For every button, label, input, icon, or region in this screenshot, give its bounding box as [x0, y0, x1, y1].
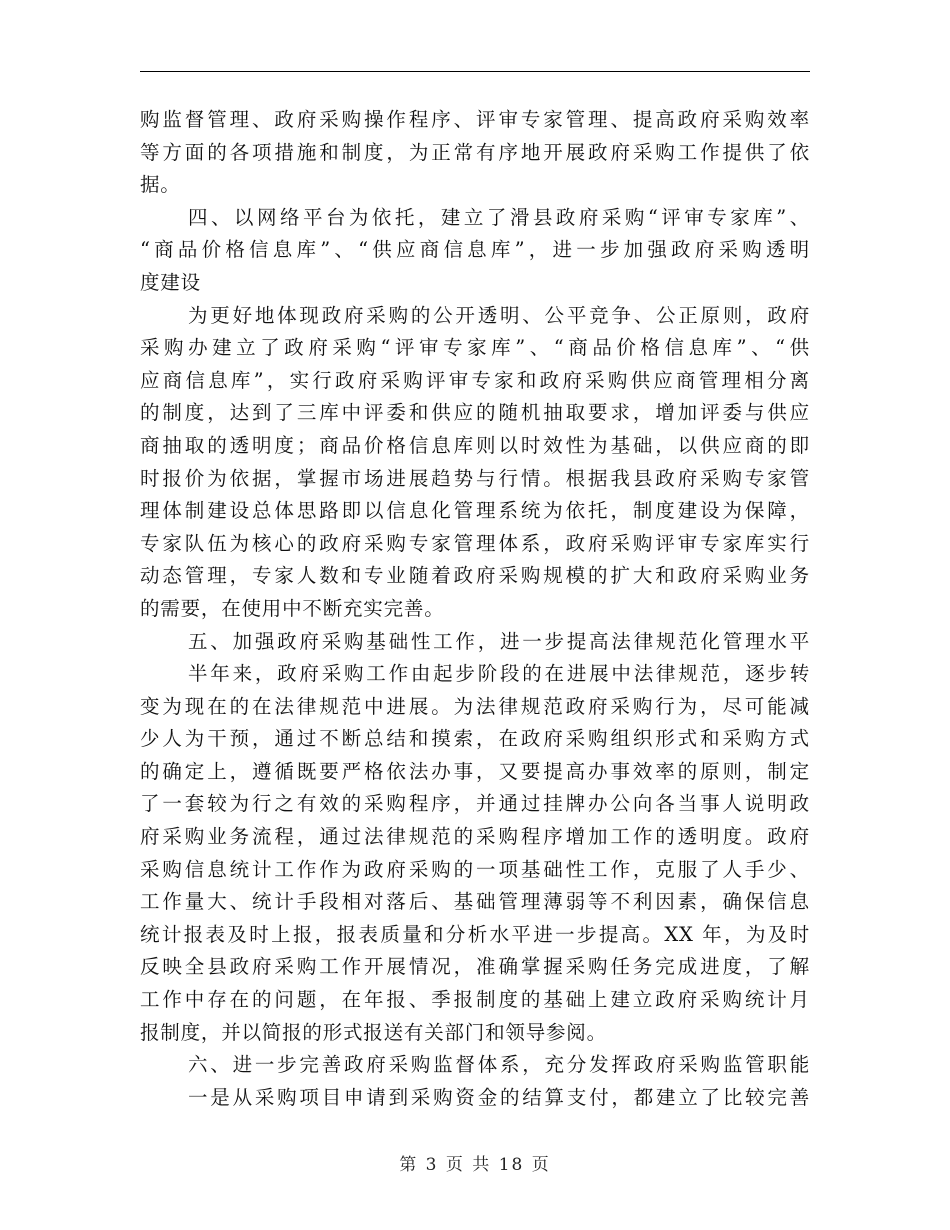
text-line: 专家队伍为核心的政府采购专家管理体系，政府采购评审专家库实行 [140, 531, 810, 555]
text-line: 反映全县政府采购工作开展情况，准确掌握采购任务完成进度，了解 [140, 955, 810, 979]
text-line: 时报价为依据，掌握市场进展趋势与行情。根据我县政府采购专家管 [140, 466, 810, 490]
document-body [140, 104, 810, 1114]
text-line: 据。 [140, 173, 181, 197]
text-line: 动态管理，专家人数和专业随着政府采购规模的扩大和政府采购业务 [140, 564, 810, 588]
header-rule [140, 71, 810, 72]
text-line: 购监督管理、政府采购操作程序、评审专家管理、提高政府采购效率 [140, 108, 810, 131]
text-line: 府采购业务流程，通过法律规范的采购程序增加工作的透明度。政府 [140, 825, 810, 849]
text-line: 为更好地体现政府采购的公开透明、公平竞争、公正原则，政府 [188, 303, 810, 327]
text-line: 变为现在的在法律规范中进展。为法律规范政府采购行为，尽可能减 [140, 694, 810, 718]
text-line: 的确定上，遵循既要严格依法办事，又要提高办事效率的原则，制定 [140, 759, 810, 783]
text-line: 报制度，并以简报的形式报送有关部门和领导参阅。 [140, 1020, 607, 1044]
text-line: 等方面的各项措施和制度，为正常有序地开展政府采购工作提供了依 [140, 140, 810, 164]
text-line: 五、加强政府采购基础性工作，进一步提高法律规范化管理水平 [188, 629, 810, 653]
text-line: 半年来，政府采购工作由起步阶段的在进展中法律规范，逐步转 [188, 662, 810, 686]
text-line: 的需要，在使用中不断充实完善。 [140, 596, 445, 620]
text-line: 少人为干预，通过不断总结和摸索，在政府采购组织形式和采购方式 [140, 727, 810, 751]
text-line: 度建设 [140, 270, 201, 294]
text-line: 一是从采购项目申请到采购资金的结算支付，都建立了比较完善 [188, 1085, 810, 1109]
text-line: 的制度，达到了三库中评委和供应的随机抽取要求，增加评委与供应 [140, 401, 810, 425]
text-line: “商品价格信息库”、“供应商信息库”，进一步加强政府采购透明 [140, 238, 810, 262]
text-line: 六、进一步完善政府采购监督体系，充分发挥政府采购监管职能 [188, 1053, 810, 1077]
text-line: 了一套较为行之有效的采购程序，并通过挂牌办公向各当事人说明政 [140, 792, 810, 816]
text-line: 应商信息库”，实行政府采购评审专家和政府采购供应商管理相分离 [140, 368, 810, 392]
text-line: 工作中存在的问题，在年报、季报制度的基础上建立政府采购统计月 [140, 988, 810, 1012]
text-line: 统计报表及时上报，报表质量和分析水平进一步提高。XX 年，为及时 [140, 922, 810, 946]
text-line: 采购办建立了政府采购“评审专家库”、“商品价格信息库”、“供 [140, 336, 810, 360]
text-line: 工作量大、统计手段相对落后、基础管理薄弱等不利因素，确保信息 [140, 890, 810, 914]
text-line: 采购信息统计工作作为政府采购的一项基础性工作，克服了人手少、 [140, 857, 810, 881]
text-line: 商抽取的透明度；商品价格信息库则以时效性为基础，以供应商的即 [140, 433, 810, 457]
page-number-footer: 第 3 页 共 18 页 [399, 1155, 551, 1175]
text-line: 四、以网络平台为依托，建立了滑县政府采购“评审专家库”、 [188, 205, 810, 229]
text-line: 理体制建设总体思路即以信息化管理系统为依托，制度建设为保障， [140, 499, 810, 523]
